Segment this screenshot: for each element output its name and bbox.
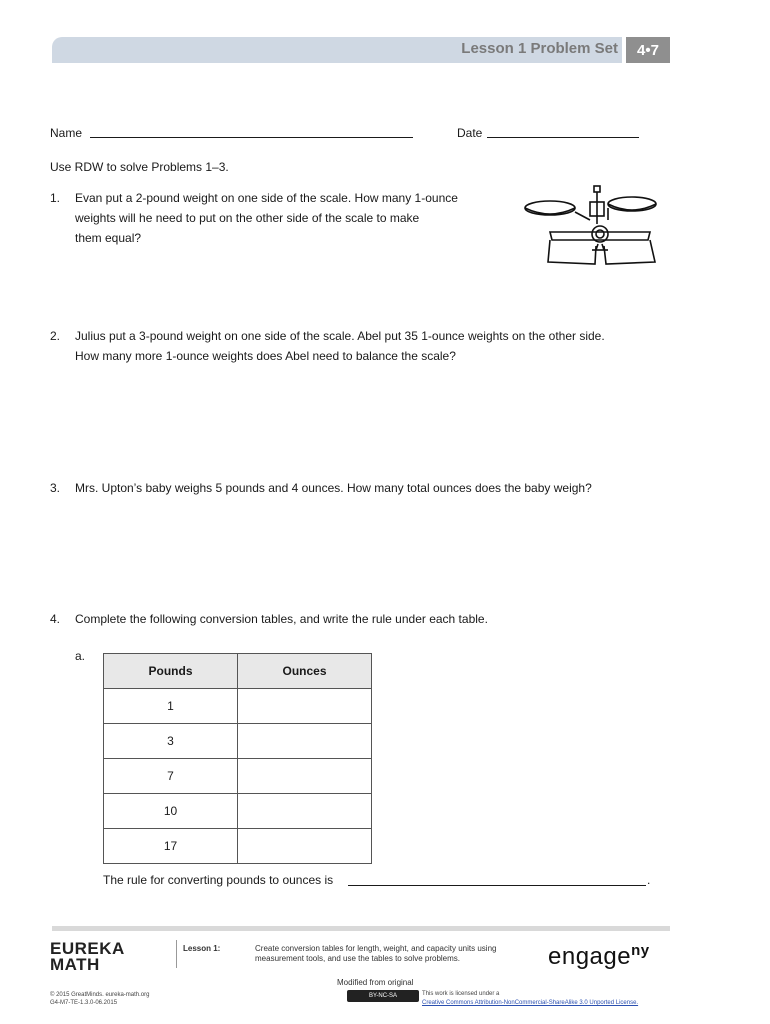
pounds-cell: 3 (104, 724, 238, 759)
name-label: Name (50, 126, 83, 140)
ounces-cell[interactable] (238, 794, 372, 829)
part-a-label: a. (75, 649, 86, 663)
cc-license-badge[interactable] (347, 990, 419, 1002)
pounds-cell: 10 (104, 794, 238, 829)
balance-scale-image (520, 182, 660, 268)
date-label: Date (457, 126, 483, 140)
modified-note: Modified from original (337, 978, 414, 987)
module-badge: 4•7 (626, 37, 670, 63)
table-row (104, 759, 372, 794)
table-header-row (104, 654, 372, 689)
conversion-table (103, 653, 372, 864)
eureka-math-logo (50, 941, 125, 973)
footer-lesson-description (255, 944, 545, 964)
footer-desc-line: Create conversion tables for length, weight, and capacity units using (255, 944, 497, 953)
problem-2-line: How many more 1-ounce weights does Abel need to balance the scale? (75, 349, 456, 363)
problem-1-line: Evan put a 2-pound weight on one side of the scale. How many 1-ounce (75, 191, 458, 205)
engage-text: engage (548, 943, 632, 970)
problem-2-line: Julius put a 3-pound weight on one side of the scale. Abel put 35 1-ounce weights on the other side. (75, 329, 605, 343)
table-row (104, 724, 372, 759)
problem-2-text (75, 326, 675, 366)
footer-lesson-label: Lesson 1: (183, 944, 221, 953)
column-header-pounds: Pounds (104, 654, 238, 689)
column-header-ounces: Ounces (238, 654, 372, 689)
date-line[interactable] (487, 137, 639, 138)
logo-line-1: EUREKA (50, 939, 125, 958)
license-link[interactable]: Creative Commons Attribution-NonCommercial-ShareAlike 3.0 Unported License. (422, 1000, 639, 1006)
problem-3-number: 3. (50, 481, 61, 495)
footer-desc-line: measurement tools, and use the tables to solve problems. (255, 954, 460, 963)
footer-divider (176, 940, 177, 968)
problem-1-number: 1. (50, 191, 61, 205)
pounds-cell: 17 (104, 829, 238, 864)
logo-line-2: MATH (50, 955, 100, 974)
problem-4-number: 4. (50, 612, 61, 626)
rule-text: The rule for converting pounds to ounces is (103, 873, 334, 887)
name-line[interactable] (90, 137, 413, 138)
ounces-cell[interactable] (238, 724, 372, 759)
cc-badge-text: BY-NC-SA (368, 993, 398, 999)
license-text: This work is licensed under a (422, 991, 500, 997)
problem-1-line: weights will he need to put on the other side of the scale to make (75, 211, 420, 225)
table-row (104, 794, 372, 829)
problem-2-number: 2. (50, 329, 61, 343)
footer-rule (52, 926, 670, 931)
problem-1-line: them equal? (75, 231, 142, 245)
table-row (104, 689, 372, 724)
ounces-cell[interactable] (238, 759, 372, 794)
copyright-line: © 2015 GreatMinds. eureka-math.org (50, 992, 150, 998)
ounces-cell[interactable] (238, 829, 372, 864)
problem-1-text (75, 188, 495, 248)
rule-answer-line[interactable] (348, 885, 646, 886)
ounces-cell[interactable] (238, 689, 372, 724)
instructions: Use RDW to solve Problems 1–3. (50, 160, 229, 174)
pounds-cell: 7 (104, 759, 238, 794)
pounds-cell: 1 (104, 689, 238, 724)
table-row (104, 829, 372, 864)
page-title: Lesson 1 Problem Set (461, 40, 618, 57)
problem-3-text: Mrs. Upton’s baby weighs 5 pounds and 4 ounces. How many total ounces does the baby weigh? (75, 481, 592, 495)
engageny-logo (548, 942, 650, 971)
document-code: G4-M7-TE-1.3.0-06.2015 (50, 1000, 118, 1006)
problem-4-text: Complete the following conversion tables, and write the rule under each table. (75, 612, 488, 626)
ny-text: ny (631, 942, 650, 959)
rule-period: . (647, 873, 651, 887)
